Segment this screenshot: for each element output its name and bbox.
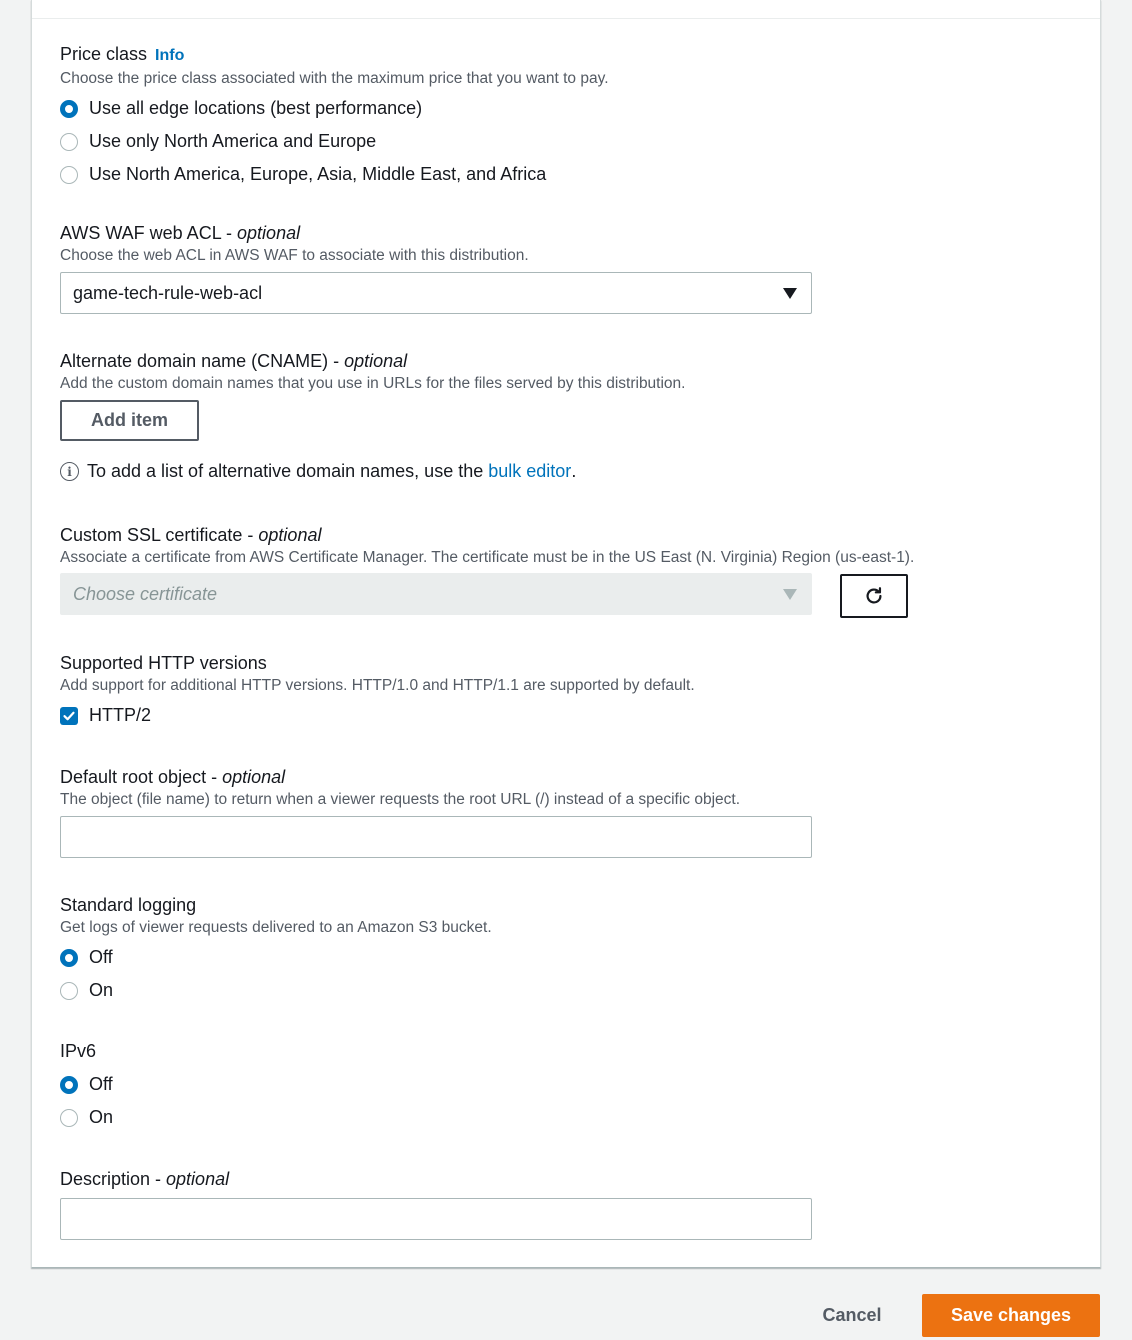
certificate-select (60, 573, 812, 615)
caret-down-icon (783, 288, 797, 299)
select-value: game-tech-rule-web-acl (73, 282, 263, 303)
ssl-description: Associate a certificate from AWS Certificate Manager. The certificate must be in the US East (N. Virginia) Region (us-east-1). (60, 549, 915, 566)
waf-label: AWS WAF web ACL - optional (60, 223, 301, 243)
radio-button[interactable] (60, 166, 78, 184)
radio-label: On (89, 1107, 114, 1127)
http-versions-section (60, 652, 695, 732)
price-class-label: Price class Info (60, 44, 185, 64)
checkbox-http2[interactable] (60, 699, 695, 732)
radio-button[interactable] (60, 100, 78, 118)
radio-logging-off[interactable] (60, 941, 492, 974)
radio-price-na-europe[interactable] (60, 125, 609, 158)
radio-label: Off (89, 1074, 113, 1094)
info-icon: i (60, 462, 79, 481)
ssl-section (60, 524, 914, 615)
info-link[interactable]: Info (155, 47, 185, 64)
add-item-button[interactable]: Add item (60, 400, 199, 441)
save-changes-button[interactable]: Save changes (922, 1294, 1100, 1337)
radio-price-na-eu-asia-me-africa[interactable] (60, 158, 609, 191)
refresh-certificates-button[interactable] (840, 574, 908, 618)
radio-button[interactable] (60, 1076, 78, 1094)
radio-button[interactable] (60, 1109, 78, 1127)
refresh-icon (863, 585, 885, 607)
logging-description: Get logs of viewer requests delivered to an Amazon S3 bucket. (60, 919, 492, 936)
ipv6-label: IPv6 (60, 1041, 97, 1061)
radio-label: On (89, 980, 114, 1000)
cname-label: Alternate domain name (CNAME) - optional (60, 351, 408, 371)
radio-ipv6-on[interactable] (60, 1101, 113, 1134)
waf-section (60, 222, 812, 314)
settings-panel (31, 0, 1101, 1268)
description-input[interactable] (60, 1198, 812, 1240)
ipv6-section (60, 1040, 113, 1134)
http-versions-description: Add support for additional HTTP versions. HTTP/1.0 and HTTP/1.1 are supported by default. (60, 677, 695, 694)
caret-down-icon (783, 589, 797, 600)
radio-label: Use North America, Europe, Asia, Middle East, and Africa (89, 164, 547, 184)
radio-button[interactable] (60, 133, 78, 151)
bulk-editor-link[interactable]: bulk editor (488, 461, 572, 481)
divider (32, 18, 1100, 19)
radio-label: Off (89, 947, 113, 967)
checkbox-label: HTTP/2 (89, 705, 152, 725)
radio-button[interactable] (60, 949, 78, 967)
description-section (60, 1168, 812, 1240)
radio-button[interactable] (60, 982, 78, 1000)
cname-section (60, 350, 685, 482)
root-object-section (60, 766, 812, 858)
checkmark-icon (62, 709, 76, 723)
bulk-editor-note: i To add a list of alternative domain names, use the bulk editor . (60, 461, 685, 482)
root-object-description: The object (file name) to return when a viewer requests the root URL (/) instead of a specific object. (60, 791, 741, 808)
http-versions-label: Supported HTTP versions (60, 653, 267, 673)
root-object-label: Default root object - optional (60, 767, 286, 787)
logging-label: Standard logging (60, 895, 197, 915)
logging-section (60, 894, 492, 1007)
radio-ipv6-off[interactable] (60, 1068, 113, 1101)
price-class-section (60, 43, 609, 191)
cname-description: Add the custom domain names that you use in URLs for the files served by this distribution. (60, 375, 686, 392)
checkbox[interactable] (60, 707, 78, 725)
radio-label: Use only North America and Europe (89, 131, 377, 151)
radio-price-all-edges[interactable] (60, 92, 609, 125)
select-placeholder: Choose certificate (73, 583, 218, 604)
waf-description: Choose the web ACL in AWS WAF to associate with this distribution. (60, 247, 529, 264)
waf-web-acl-select[interactable] (60, 272, 812, 314)
price-class-description: Choose the price class associated with the maximum price that you want to pay. (60, 70, 609, 87)
cancel-button[interactable]: Cancel (812, 1294, 892, 1337)
root-object-input[interactable] (60, 816, 812, 858)
ssl-label: Custom SSL certificate - optional (60, 525, 322, 545)
radio-logging-on[interactable] (60, 974, 492, 1007)
radio-label: Use all edge locations (best performance) (89, 98, 423, 118)
description-label: Description - optional (60, 1169, 230, 1189)
